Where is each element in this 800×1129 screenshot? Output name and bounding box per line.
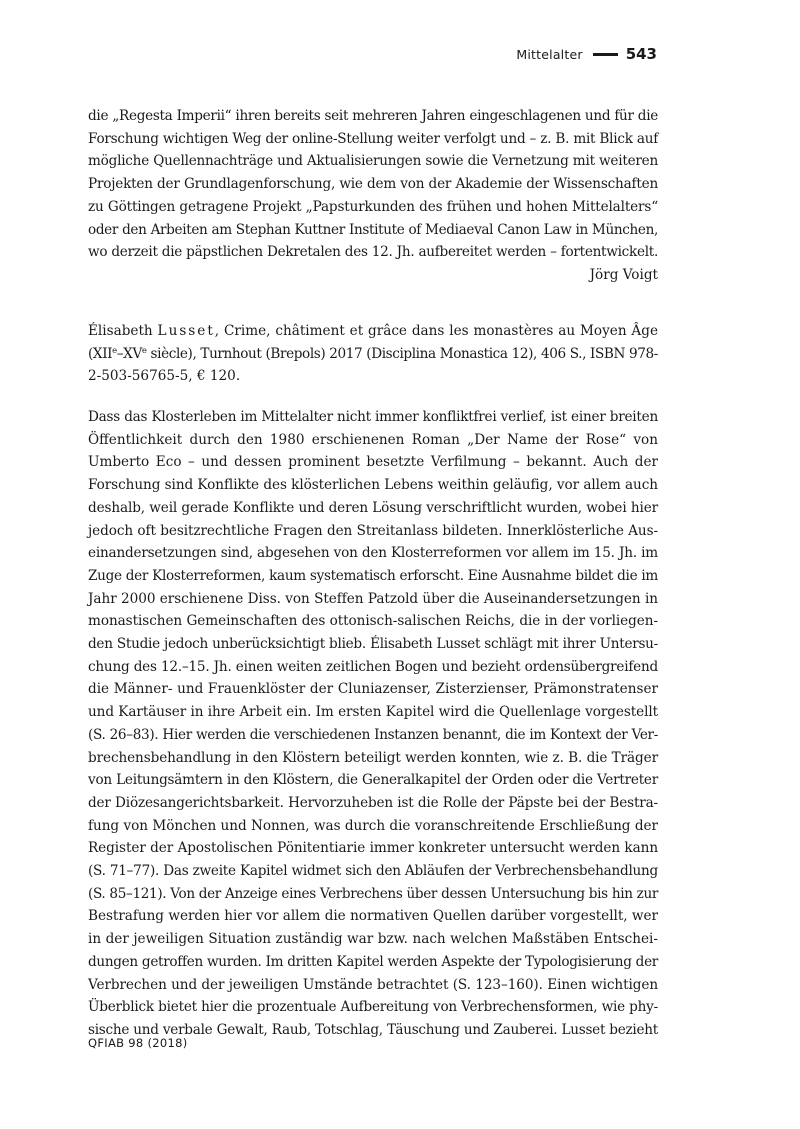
text-line: sische und verbale Gewalt, Raub, Totschlag, Täuschung und Zauberei. Lusset bezieht	[88, 1021, 658, 1038]
review-author-signature: Jörg Voigt	[589, 266, 658, 283]
citation-author-last: Lusset	[157, 323, 215, 339]
text-line: brechensbehandlung in den Klöstern beteiligt werden konnten, wie z. B. die Träger	[88, 749, 658, 766]
text-line: Überblick bietet hier die prozentuale Aufbereitung von Verbrechensformen, wie phy-	[88, 999, 658, 1016]
text-line: Öffentlichkeit durch den 1980 erschienenen Roman „Der Name der Rose“ von	[88, 431, 658, 448]
text-line: deshalb, weil gerade Konflikte und deren Lösung verschriftlicht wurden, wobei hier	[88, 499, 658, 516]
citation-title: , Crime, châtiment et grâce dans les monastères au Moyen Âge	[214, 323, 658, 339]
text-line: (S. 71–77). Das zweite Kapitel widmet sich den Abläufen der Verbrechensbehandlung	[88, 863, 658, 880]
text-line: Verbrechen und der jeweiligen Umstände betrachtet (S. 123–160). Einen wichtigen	[88, 976, 658, 993]
citation-text: (XII	[88, 345, 113, 362]
text-line: Projekten der Grundlagenforschung, wie dem von der Akademie der Wissenschaften	[88, 176, 658, 193]
text-line: (S. 26–83). Hier werden die verschiedenen Instanzen benannt, die im Kontext der Ver-	[88, 726, 658, 743]
text-line: den Studie jedoch unberücksichtigt blieb. Élisabeth Lusset schlägt mit ihrer Untersu-	[88, 636, 658, 653]
text-line: monastischen Gemeinschaften des ottonisch-salischen Reichs, die in der vorliegen-	[88, 613, 658, 630]
review-body-paragraph	[88, 406, 658, 1042]
text-line: Umberto Eco – und dessen prominent besetzte Verfilmung – bekannt. Auch der	[88, 454, 658, 471]
text-line: zu Göttingen getragene Projekt „Papsturkunden des frühen und hohen Mittelalters“	[88, 198, 658, 215]
text-line: dungen getroffen wurden. Im dritten Kapitel werden Aspekte der Typologisierung der	[88, 953, 658, 970]
running-head-rule	[593, 53, 618, 56]
text-line: Register der Apostolischen Pönitentiarie immer konkreter untersucht werden kann	[88, 840, 658, 857]
text-line: der Diözesangerichtsbarkeit. Hervorzuheben ist die Rolle der Päpste bei der Bestra-	[88, 794, 658, 811]
page-number: 543	[625, 45, 657, 63]
review-continuation-paragraph	[88, 105, 658, 287]
text-line: Jahr 2000 erschienene Diss. von Steffen Patzold über die Auseinandersetzungen in	[88, 590, 658, 607]
citation-line	[88, 320, 658, 343]
running-head	[516, 44, 657, 64]
text-line: jedoch oft besitzrechtliche Fragen den Streitanlass bildeten. Innerklösterliche Aus-	[88, 522, 658, 539]
citation-line	[88, 343, 658, 366]
text-line: oder den Arbeiten am Stephan Kuttner Institute of Mediaeval Canon Law in München,	[88, 221, 658, 238]
text-line: Forschung sind Konflikte des klösterlichen Lebens weithin geläufig, vor allem auch	[88, 477, 658, 494]
citation-line: 2-503-56765-5, € 120.	[88, 368, 241, 385]
citation-text: siècle), Turnhout (Brepols) 2017 (Disciplina Monastica 12), 406 S., ISBN 978-	[146, 345, 658, 362]
text-line: die Männer- und Frauenklöster der Cluniazenser, Zisterzienser, Prämonstratenser	[88, 681, 658, 698]
citation-superscript: e	[112, 345, 117, 356]
text-line: Zuge der Klosterreformen, kaum systematisch erforscht. Eine Ausnahme bildet die im	[88, 567, 658, 584]
text-line: von Leitungsämtern in den Klöstern, die Generalkapitel der Orden oder die Vertreter	[88, 772, 658, 789]
text-line: chung des 12.–15. Jh. einen weiten zeitlichen Bogen und bezieht ordensübergreifend	[88, 658, 658, 675]
journal-footer: QFIAB 98 (2018)	[88, 1036, 188, 1050]
citation-author-first: Élisabeth	[88, 323, 153, 339]
citation-text: –XV	[116, 345, 142, 362]
text-line: einandersetzungen sind, abgesehen von den Klosterreformen vor allem im 15. Jh. im	[88, 545, 658, 562]
text-line: und Kartäuser in ihre Arbeit ein. Im ersten Kapitel wird die Quellenlage vorgestellt	[88, 704, 658, 721]
text-line: Bestrafung werden hier vor allem die normativen Quellen darüber vorgestellt, wer	[88, 908, 658, 925]
text-line: in der jeweiligen Situation zuständig war bzw. nach welchen Maßstäben Entschei-	[88, 931, 658, 948]
text-line: fung von Mönchen und Nonnen, was durch die voranschreitende Erschließung der	[88, 817, 658, 834]
text-line: die „Regesta Imperii“ ihren bereits seit mehreren Jahren eingeschlagenen und für die	[88, 108, 658, 124]
text-line: (S. 85–121). Von der Anzeige eines Verbrechens über dessen Untersuchung bis hin zur	[88, 885, 658, 902]
book-citation	[88, 320, 658, 388]
text-line: Dass das Klosterleben im Mittelalter nicht immer konfliktfrei verlief, ist einer breiten	[88, 409, 658, 425]
review-body	[88, 406, 658, 1042]
citation-superscript: e	[141, 345, 147, 356]
text-line: wo derzeit die päpstlichen Dekretalen des 12. Jh. aufbereitet werden – fortentwickelt.	[88, 244, 658, 261]
review-continuation	[88, 105, 658, 287]
text-line: Forschung wichtigen Weg der online-Stellung weiter verfolgt und – z. B. mit Blick auf	[88, 130, 658, 147]
running-head-section: Mittelalter	[516, 46, 583, 62]
text-line: mögliche Quellennachträge und Aktualisierungen sowie die Vernetzung mit weiteren	[88, 153, 658, 170]
